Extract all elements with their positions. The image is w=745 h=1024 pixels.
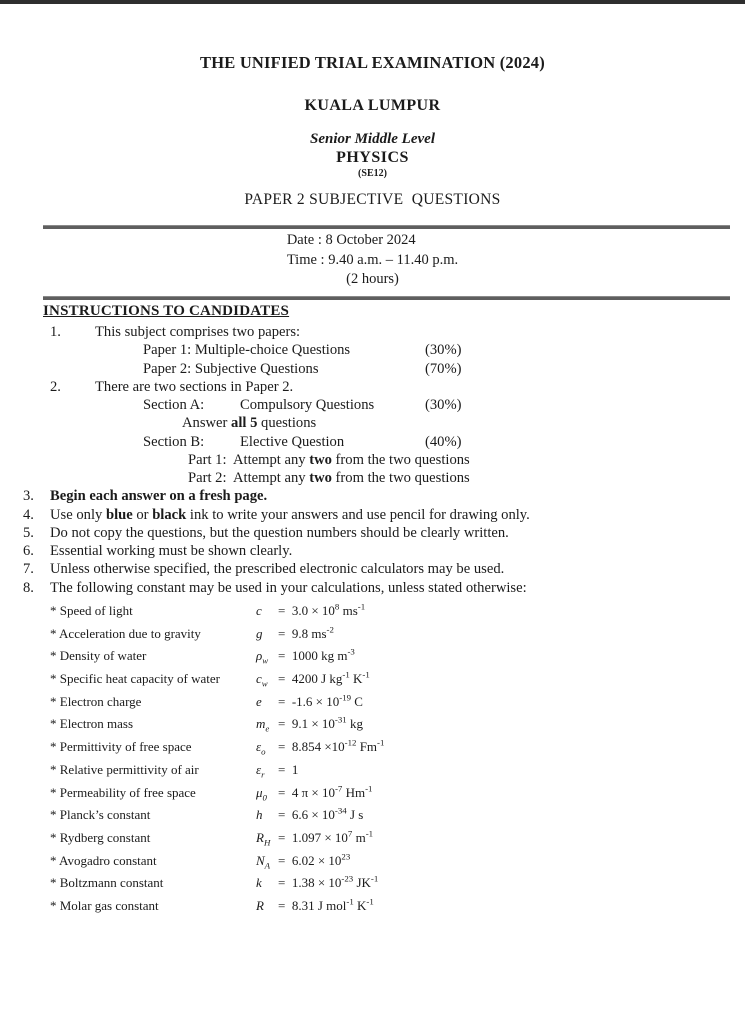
instruction-text: There are two sections in Paper 2. [95, 378, 294, 395]
constant-label: * Permeability of free space [50, 784, 196, 800]
section-label: Section B: [143, 433, 205, 450]
constant-value: = $1.097 \times 10^7$ $m^{-1}$ [278, 828, 374, 845]
constant-symbol: $m_e$ [256, 716, 270, 735]
paper-title: PAPER 2 SUBJECTIVE QUESTIONS [244, 191, 501, 208]
constant-row [0, 827, 745, 850]
constant-value: = $3.0 \times 10^8$ $ms^{-1}$ [278, 601, 366, 618]
exam-title: THE UNIFIED TRIAL EXAMINATION (2024) [200, 53, 545, 72]
constant-symbol: $R_H$ [256, 829, 271, 848]
instruction-percentage: (70%) [425, 360, 462, 377]
exam-duration: (2 hours) [346, 271, 399, 287]
instruction-text: Begin each answer on a fresh page. [50, 488, 268, 505]
instruction-percentage: (40%) [425, 433, 462, 450]
exam-subject: PHYSICS [336, 149, 409, 166]
constant-value: = 8.31 J mol$^{-1}$ $K^{-1}$ [278, 896, 374, 913]
constant-symbol: h [256, 807, 263, 823]
constant-row [0, 782, 745, 805]
constant-label: * Electron mass [50, 716, 134, 732]
constant-row [0, 895, 745, 918]
instruction-text: Elective Question [240, 433, 345, 450]
constant-row [0, 759, 745, 782]
section-label: Section A: [143, 397, 205, 413]
instructions-heading: INSTRUCTIONS TO CANDIDATES [43, 303, 290, 319]
instruction-number: 3. [23, 488, 34, 505]
exam-date: Date : 8 October 2024 [286, 232, 416, 248]
constant-symbol: k [256, 875, 262, 891]
constant-row [0, 645, 745, 668]
constant-value: = $1.38 \times 10^{-23}$ $JK^{-1}$ [278, 873, 379, 891]
constant-row [0, 736, 745, 759]
exam-level: Senior Middle Level [310, 131, 435, 147]
horizontal-rule-top [43, 225, 730, 229]
exam-city: KUALA LUMPUR [304, 97, 441, 114]
instruction-line [0, 560, 745, 578]
constant-value: = 4200 J $kg^{-1}$ $K^{-1}$ [278, 669, 370, 687]
constant-label: * Electron charge [50, 693, 142, 709]
constant-row [0, 850, 745, 873]
instruction-number: 1. [50, 324, 61, 340]
instruction-line [0, 487, 745, 505]
instruction-line [0, 396, 745, 414]
constant-value: = $9.1 \times 10^{-31}$ kg [278, 715, 363, 732]
constant-value: = $8.854 \times 10^{-12}$ $Fm^{-1}$ [278, 737, 385, 755]
constant-label: * Acceleration due to gravity [50, 625, 201, 641]
instruction-line [0, 451, 745, 469]
constant-symbol: $\varepsilon_r$ [256, 761, 265, 780]
instructions-list [0, 323, 745, 597]
constant-row [0, 668, 745, 691]
constant-symbol: c [256, 603, 262, 618]
constant-label: * Speed of light [50, 603, 133, 618]
instruction-number: 4. [23, 506, 34, 523]
constant-label: * Relative permittivity of air [50, 761, 199, 777]
instruction-line [0, 433, 745, 451]
instruction-text: Unless otherwise specified, the prescribed electronic calculators may be used. [50, 561, 505, 578]
instruction-text: Part 1: Attempt any two from the two questions [188, 451, 470, 468]
constant-symbol: $\mu_0$ [256, 784, 267, 803]
horizontal-rule-bottom [43, 296, 730, 300]
constant-row [0, 600, 745, 623]
instruction-text: Answer all 5 questions [182, 415, 317, 432]
constant-symbol: $\varepsilon_o$ [256, 739, 266, 757]
instruction-text: This subject comprises two papers: [95, 324, 301, 340]
instruction-number: 5. [23, 524, 34, 541]
constant-row [0, 872, 745, 895]
constant-label: * Avogadro constant [50, 852, 157, 868]
constant-label: * Molar gas constant [50, 897, 159, 913]
constant-value: = $6.02 \times 10^{23}$ [278, 851, 351, 868]
instruction-line [0, 414, 745, 432]
instruction-line [0, 469, 745, 487]
constant-value: = 9.8 $ms^{-2}$ [278, 624, 334, 641]
constant-row [0, 691, 745, 714]
constant-symbol: g [256, 625, 263, 641]
constant-label: * Rydberg constant [50, 829, 151, 845]
constant-value: = 1000 kg $m^{-3}$ [278, 647, 355, 664]
constant-row [0, 713, 745, 736]
instruction-line [0, 378, 745, 396]
constant-label: * Permittivity of free space [50, 739, 192, 755]
instruction-text: Compulsory Questions [240, 397, 375, 413]
exam-subject-code: (SE12) [358, 168, 387, 179]
constant-value: = $-1.6 \times 10^{-19}$ C [278, 692, 363, 709]
constant-symbol: $\rho_w$ [256, 648, 269, 666]
constant-value: = 1 [278, 761, 299, 777]
instruction-percentage: (30%) [425, 397, 462, 413]
instruction-number: 2. [50, 378, 61, 395]
instruction-text: Essential working must be shown clearly. [50, 543, 293, 559]
constant-row [0, 623, 745, 646]
instruction-text: Use only blue or black ink to write your answers and use pencil for drawing only. [50, 506, 530, 523]
constant-symbol: e [256, 693, 262, 709]
instruction-line [0, 341, 745, 359]
instruction-text: Do not copy the questions, but the question numbers should be clearly written. [50, 524, 509, 541]
instruction-text: Part 2: Attempt any two from the two questions [188, 470, 470, 486]
constant-value: = $6.6 \times 10^{-34}$ J s [278, 805, 364, 823]
instruction-number: 7. [23, 561, 34, 578]
instruction-number: 6. [23, 543, 34, 559]
instruction-line [0, 579, 745, 597]
instruction-text: Paper 1: Multiple-choice Questions [143, 342, 351, 359]
constant-symbol: $c_w$ [256, 671, 268, 689]
instruction-text: The following constant may be used in your calculations, unless stated otherwise: [50, 579, 527, 596]
exam-time: Time : 9.40 a.m. – 11.40 p.m. [286, 251, 459, 268]
instruction-line [0, 542, 745, 560]
constant-symbol: $N_A$ [256, 852, 271, 871]
constant-label: * Specific heat capacity of water [50, 671, 220, 687]
constant-label: * Planck’s constant [50, 807, 151, 823]
instruction-line [0, 506, 745, 524]
instruction-text: Paper 2: Subjective Questions [143, 360, 319, 377]
constant-symbol: R [256, 897, 264, 913]
instruction-percentage: (30%) [425, 342, 462, 359]
instruction-line [0, 360, 745, 378]
constant-value: = 4 $\pi \times 10^{-7}$ $Hm^{-1}$ [278, 783, 373, 800]
constant-row [0, 804, 745, 827]
exam-info-block [0, 231, 745, 290]
instruction-line [0, 524, 745, 542]
instruction-line [0, 323, 745, 341]
instruction-number: 8. [23, 579, 34, 596]
constant-label: * Density of water [50, 648, 147, 664]
constant-label: * Boltzmann constant [50, 875, 164, 891]
scan-top-edge [0, 0, 745, 4]
constants-table [0, 600, 745, 918]
